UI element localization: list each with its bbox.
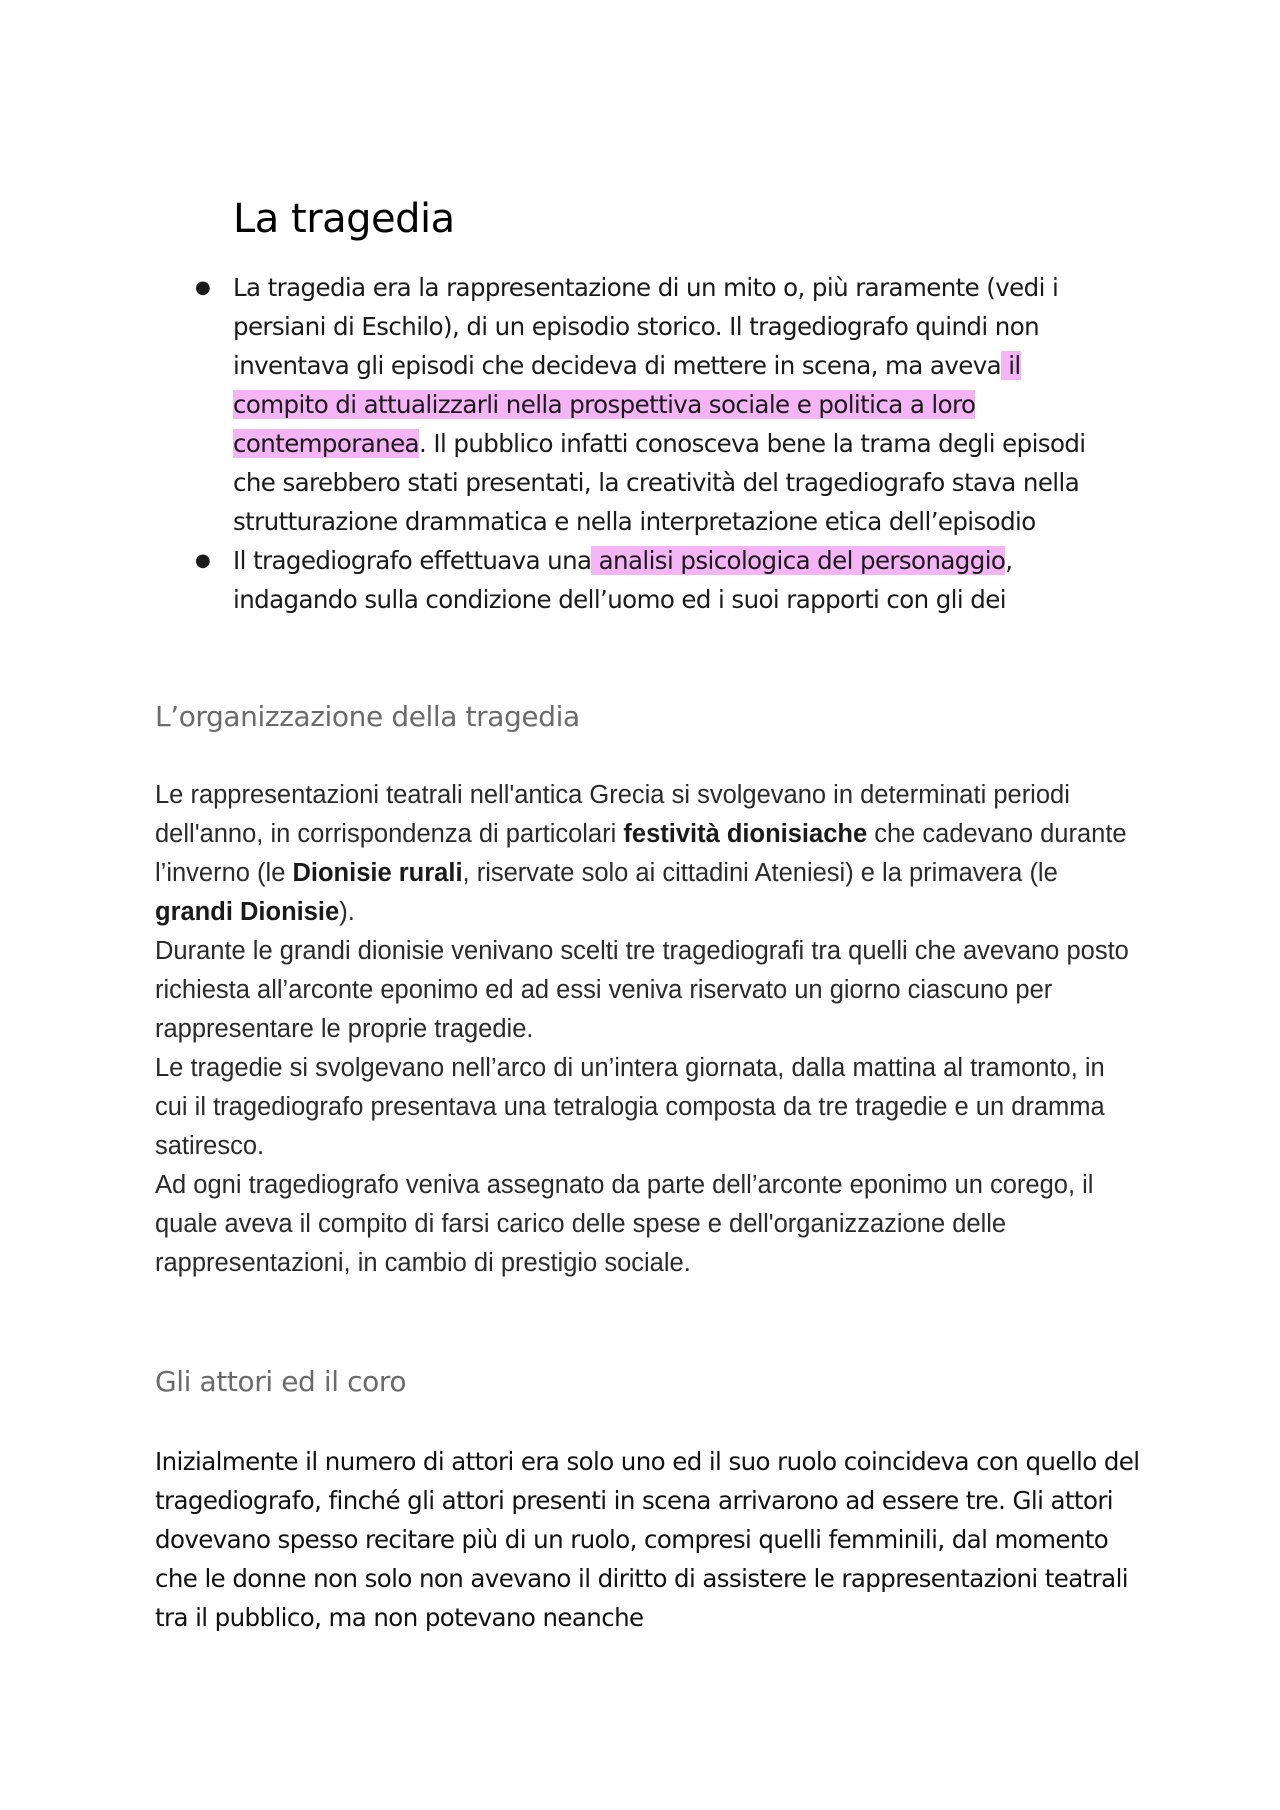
bullet-dot-icon: ●: [195, 550, 211, 571]
bullet-list: [189, 268, 1119, 619]
bullet-dot-icon: ●: [195, 277, 211, 298]
section-heading-attori: Gli attori ed il coro: [155, 1365, 407, 1398]
section-heading-organizzazione: L’organizzazione della tragedia: [155, 700, 580, 733]
paragraph: Le tragedie si svolgevano nell’arco di un’intera giornata, dalla mattina al tramonto, in cui il tragediografo presentava una tetralogia composta da tre tragedie e un dramma satiresco.: [155, 1054, 1105, 1160]
paragraph: Le rappresentazioni teatrali nell'antica Grecia si svolgevano in determinati periodi dell'anno, in corrispondenza di particolari festività dionisiache che cadevano durante l’inverno (le Dionisie rurali, riservate solo ai cittadini Ateniesi) e la primavera (le grandi Dionisie).: [155, 781, 1127, 926]
highlighted-text: analisi psicologica del personaggio: [591, 546, 1006, 575]
list-item: ● La tragedia era la rappresentazione di un mito o, più raramente (vedi i persiani di Eschilo), di un episodio storico. Il tragediografo quindi non inventava gli episodi che decideva di mettere in scena, ma aveva il compito di attualizzarli nella prospettiva sociale e politica a loro contemporanea. Il pubblico infatti conosceva bene la trama degli episodi che sarebbero stati presentati, la creatività del tragediografo stava nella strutturazione drammatica e nella interpretazione etica dell’episodio: [189, 268, 1119, 541]
page-title: La tragedia: [233, 196, 455, 242]
paragraph: Ad ogni tragediografo veniva assegnato da parte dell’arconte eponimo un corego, il quale aveva il compito di farsi carico delle spese e dell'organizzazione delle rappresentazioni, in cambio di prestigio sociale.: [155, 1171, 1094, 1277]
paragraph: Inizialmente il numero di attori era solo uno ed il suo ruolo coincideva con quello del tragediografo, finché gli attori presenti in scena arrivarono ad essere tre. Gli attori dovevano spesso recitare più di un ruolo, compresi quelli femminili, dal momento che le donne non solo non avevano il diritto di assistere le rappresentazioni teatrali tra il pubblico, ma non potevano neanche: [155, 1447, 1140, 1632]
list-item: ● Il tragediografo effettuava una analisi psicologica del personaggio, indagando sulla condizione dell’uomo ed i suoi rapporti con gli dei: [189, 541, 1119, 619]
highlighted-text: il compito di attualizzarli nella prospettiva sociale e politica a loro contemporanea: [233, 351, 1021, 458]
paragraph: Durante le grandi dionisie venivano scelti tre tragediografi tra quelli che avevano posto richiesta all’arconte eponimo ed ad essi veniva riservato un giorno ciascuno per rappresentare le proprie tragedie.: [155, 937, 1129, 1043]
